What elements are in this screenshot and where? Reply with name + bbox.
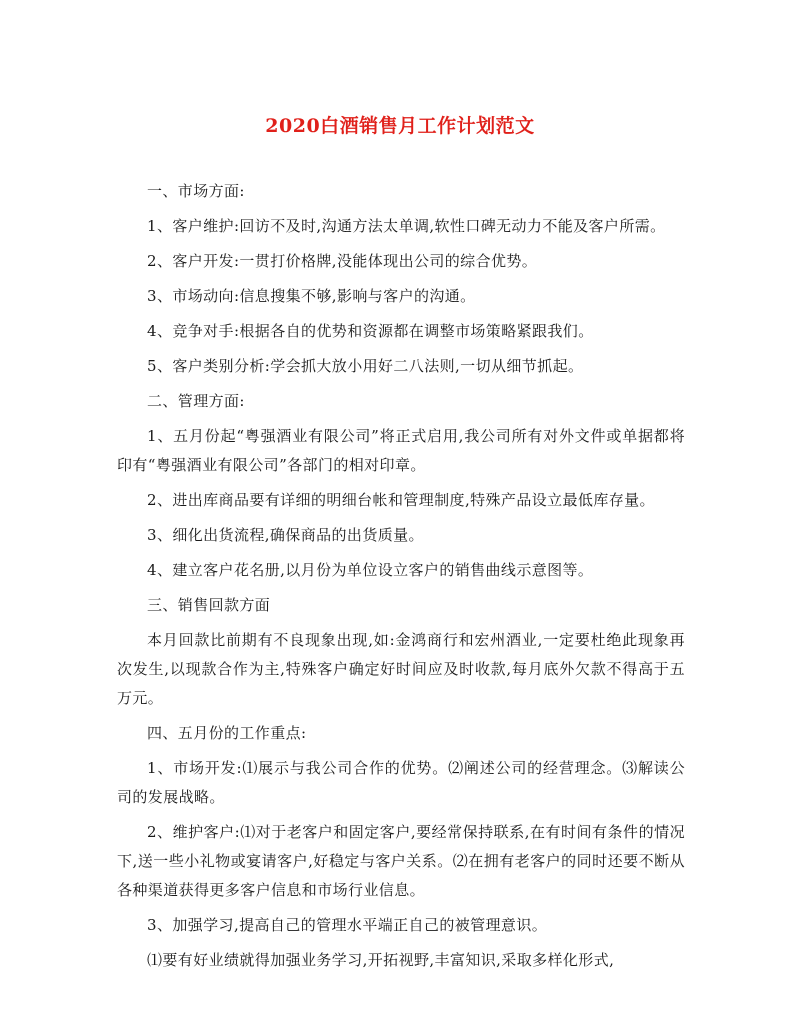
- document-body: [117, 177, 685, 981]
- section-heading-focus: 四、五月份的工作重点:: [147, 724, 307, 742]
- paragraph-focus-2: 2、维护客户:⑴对于老客户和固定客户,要经常保持联系,在有时间有条件的情况下,送一些小礼物或宴请客户,好稳定与客户关系。⑵在拥有老客户的同时还要不断从各种渠道获得更多客户信息和市场行业信息。: [117, 823, 685, 899]
- paragraph-management-2: 2、进出库商品要有详细的明细台帐和管理制度,特殊产品设立最低库存量。: [147, 491, 655, 509]
- paragraph-focus-3-1: ⑴要有好业绩就得加强业务学习,开拓视野,丰富知识,采取多样化形式,: [147, 951, 615, 969]
- paragraph-market-1: 1、客户维护:回访不及时,沟通方法太单调,软性口碑无动力不能及客户所需。: [147, 217, 666, 235]
- paragraph-focus-1: 1、市场开发:⑴展示与我公司合作的优势。⑵阐述公司的经营理念。⑶解读公司的发展战略。: [117, 759, 685, 806]
- paragraph-market-5: 5、客户类别分析:学会抓大放小用好二八法则,一切从细节抓起。: [147, 357, 584, 375]
- paragraph-management-1: 1、五月份起“粤强酒业有限公司”将正式启用,我公司所有对外文件或单据都将印有“粤强酒业有限公司”各部门的相对印章。: [117, 427, 685, 474]
- section-heading-management: 二、管理方面:: [147, 392, 245, 410]
- document-title: 2020白酒销售月工作计划范文: [265, 115, 535, 137]
- paragraph-market-2: 2、客户开发:一贯打价格牌,没能体现出公司的综合优势。: [147, 252, 538, 270]
- paragraph-management-3: 3、细化出货流程,确保商品的出货质量。: [147, 526, 424, 544]
- paragraph-market-3: 3、市场动向:信息搜集不够,影响与客户的沟通。: [147, 287, 476, 305]
- paragraph-market-4: 4、竞争对手:根据各自的优势和资源都在调整市场策略紧跟我们。: [147, 322, 594, 340]
- paragraph-focus-3: 3、加强学习,提高自己的管理水平端正自己的被管理意识。: [147, 916, 548, 934]
- paragraph-collection: 本月回款比前期有不良现象出现,如:金鸿商行和宏州酒业,一定要杜绝此现象再次发生,以现款合作为主,特殊客户确定好时间应及时收款,每月底外欠款不得高于五万元。: [117, 631, 685, 707]
- section-heading-collection: 三、销售回款方面: [147, 596, 271, 614]
- section-heading-market: 一、市场方面:: [147, 182, 245, 200]
- paragraph-management-4: 4、建立客户花名册,以月份为单位设立客户的销售曲线示意图等。: [147, 561, 594, 579]
